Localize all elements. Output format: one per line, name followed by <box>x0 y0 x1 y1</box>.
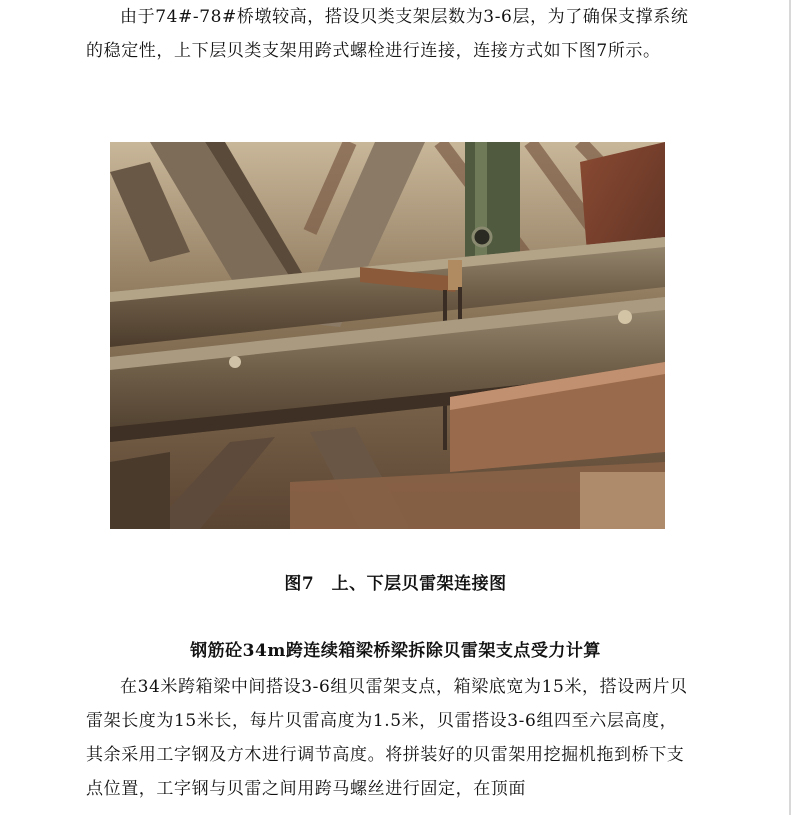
pin-highlight <box>229 356 241 368</box>
body-paragraph-calculation <box>86 670 692 806</box>
photo-illustration <box>110 142 665 529</box>
bolt-nut <box>448 260 462 290</box>
paragraph-text: 在34米跨箱梁中间搭设3-6组贝雷架支点，箱梁底宽为15米，搭设两片贝雷架长度为15米长，每片贝雷高度为1.5米，贝雷搭设3-6组四至六层高度，其余采用工字钢及方木进行调节高度。将拼装好的贝雷架用挖掘机拖到桥下支点位置，工字钢与贝雷之间用跨马螺丝进行固定，在顶面 <box>86 677 688 799</box>
paragraph-text: 由于74#-78#桥墩较高，搭设贝类支架层数为3-6层，为了确保支撑系统的稳定性，上下层贝类支架用跨式螺栓进行连接，连接方式如下图7所示。 <box>86 7 689 61</box>
body-paragraph-intro <box>86 0 692 68</box>
figure-caption: 图7 上、下层贝雷架连接图 <box>284 574 507 594</box>
section-heading: 钢筋砼34m跨连续箱梁桥梁拆除贝雷架支点受力计算 <box>190 641 601 661</box>
figure-photo-bailey-truss-connection <box>110 142 665 529</box>
